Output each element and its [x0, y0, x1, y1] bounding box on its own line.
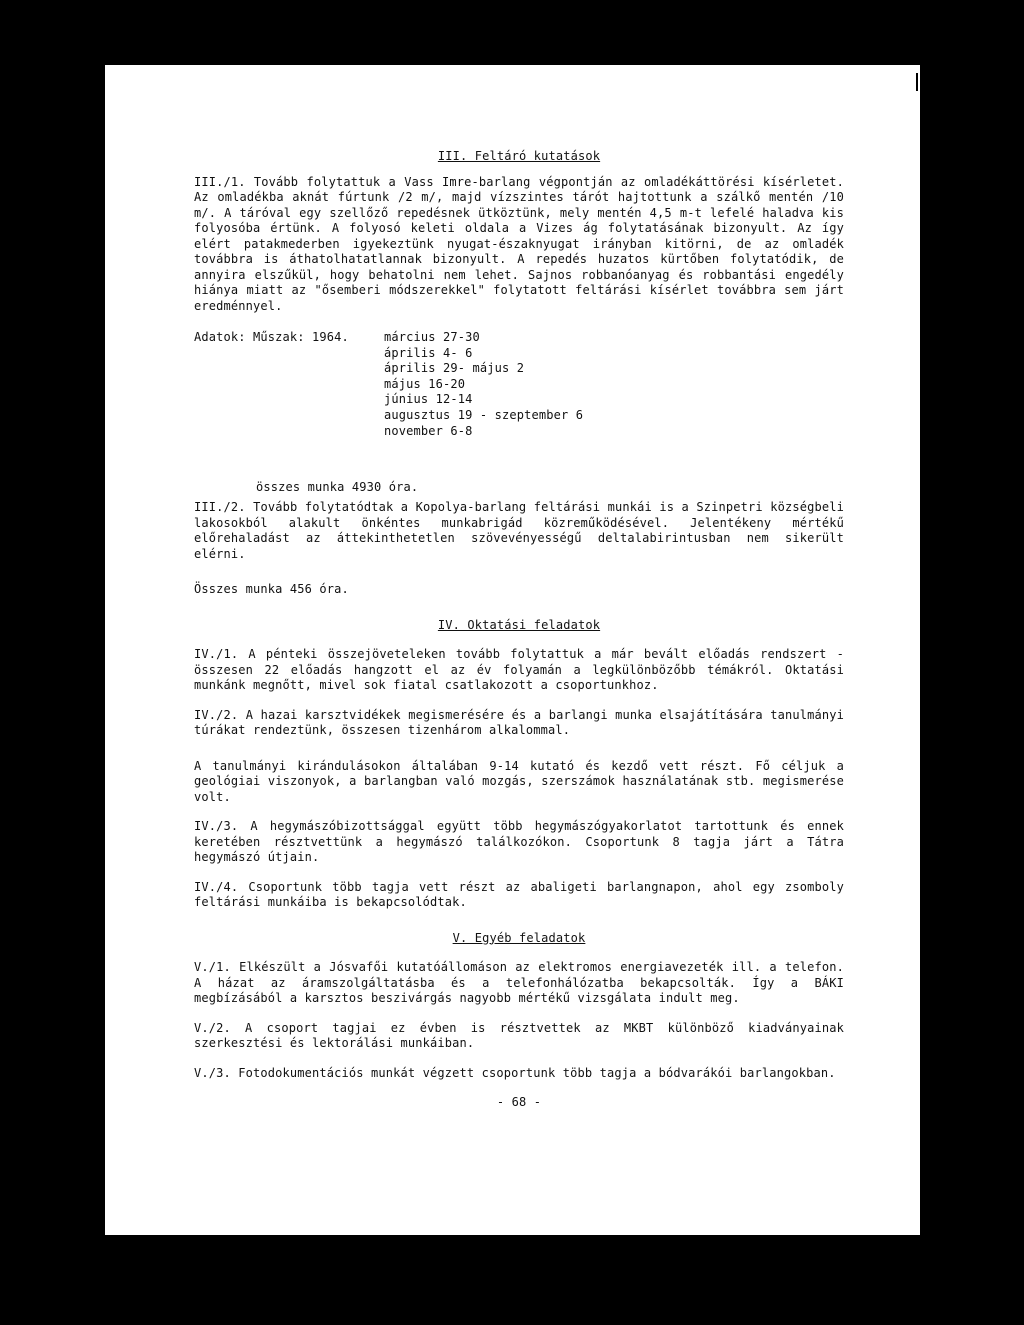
date-item: november 6-8: [384, 423, 473, 438]
paragraph-4-3: IV./3. A hegymászóbizottsággal együtt több hegymászógyakorlatot tartottunk és ennek keretében résztvettünk a hegymászó találkozókon. Csoportunk 8 tagja járt a Tátra hegymászó útjain.: [194, 819, 844, 864]
page-number: - 68 -: [496, 1095, 542, 1109]
paragraph-4-2: IV./2. A hazai karsztvidékek megismerésére és a barlangi munka elsajátítására tanulmányi túrákat rendeztünk, összesen tizenhárom alkalommal.: [194, 707, 844, 737]
total-work-hours-3-2: Összes munka 456 óra.: [194, 582, 349, 596]
paragraph-5-2: V./2. A csoport tagjai ez évben is résztvettek az MKBT különböző kiadványainak szerkesztési és lektorálási munkáiban.: [194, 1020, 844, 1050]
paragraph-3-2: III./2. Tovább folytatódtak a Kopolya-barlang feltárási munkái is a Szinpetri községbeli lakosokból alakult önkéntes munkabrigád közreműködésével. Jelentékeny mértékű előrehaladást az áttekinthetetlen szövevényességű deltalabirintusban nem sikerült elérni.: [194, 500, 844, 561]
document-page: [105, 65, 920, 1235]
section-title-feltaro: III. Feltáró kutatások: [437, 149, 601, 163]
date-list: [384, 330, 583, 439]
paragraph-4-2b: A tanulmányi kirándulásokon általában 9-14 kutató és kezdő vett részt. Fő céljuk a geológiai viszonyok, a barlangban való mozgás, szerszámok használatának stb. megismerése volt.: [194, 758, 844, 804]
work-data-block: [194, 330, 844, 494]
paragraph-5-1: V./1. Elkészült a Jósvafői kutatóállomáson az elektromos energiavezeték ill. a telefon. A házat az áramszolgáltatásba és a telefonhálózatba bekapcsolták. Így a BÁKI megbízásából a karsztos beszivárgás nagyobb mértékű vizsgálata indult meg.: [194, 960, 844, 1005]
paragraph-4-1: IV./1. A pénteki összejöveteleken tovább folytattuk a már bevált előadás rendszert - összesen 22 előadás hangzott el az év folyamán a legkülönbözőbb témákról. Oktatási munkánk megnőtt, mivel sok fiatal csatlakozott a csoportunkhoz.: [194, 647, 844, 692]
date-item: április 29- május 2: [384, 361, 525, 376]
paragraph-4-4: IV./4. Csoportunk több tagja vett részt az abaligeti barlangnapon, ahol egy zsomboly feltárási munkáiba is bekapcsolódtak.: [194, 879, 844, 909]
paragraph-3-1: III./1. Tovább folytattuk a Vass Imre-barlang végpontján az omladékáttörési kísérletet. Az omladékba aknát fúrtunk /2 m/, majd vízszintes tárót hajtottunk a szálkő mentén /10 m/. A táróval egy szellőző repedésnek ütköztünk, mely mentén 4,5 m-t lefelé haladva kis folyosóba értünk. A folyosó keleti oldala a Vizes ág folytatásának bizonyult. Az így elért patakmederben igyekeztünk nyugat-északnyugat irányban kitörni, de az omladék továbbra is áthatolhatatlannak bizonyult. A repedés huzatos kürtőben folytatódik, de annyira elszűkül, hogy behatolni nem lehet. Sajnos robbanóanyag és robbantási engedély hiánya miatt az "ősemberi módszerekkel" folytatott feltárási kísérlet továbbra sem járt eredménnyel.: [194, 174, 844, 313]
date-item: március 27-30: [384, 330, 480, 344]
section-title-oktatasi: IV. Oktatási feladatok: [437, 617, 601, 632]
paragraph-5-3: V./3. Fotodokumentációs munkát végzett csoportunk több tagja a bódvarákói barlangokban.: [194, 1065, 836, 1080]
data-label: Adatok: Műszak: 1964.: [194, 330, 349, 344]
date-item: április 4- 6: [384, 345, 473, 360]
section-title-egyeb: V. Egyéb feladatok: [452, 930, 586, 945]
total-work-hours: összes munka 4930 óra.: [256, 480, 419, 494]
page-content: [194, 149, 844, 1111]
date-item: június 12-14: [384, 392, 473, 407]
date-item: május 16-20: [384, 376, 466, 391]
date-item: augusztus 19 - szeptember 6: [384, 407, 584, 422]
scan-edge-mark: [916, 73, 918, 91]
